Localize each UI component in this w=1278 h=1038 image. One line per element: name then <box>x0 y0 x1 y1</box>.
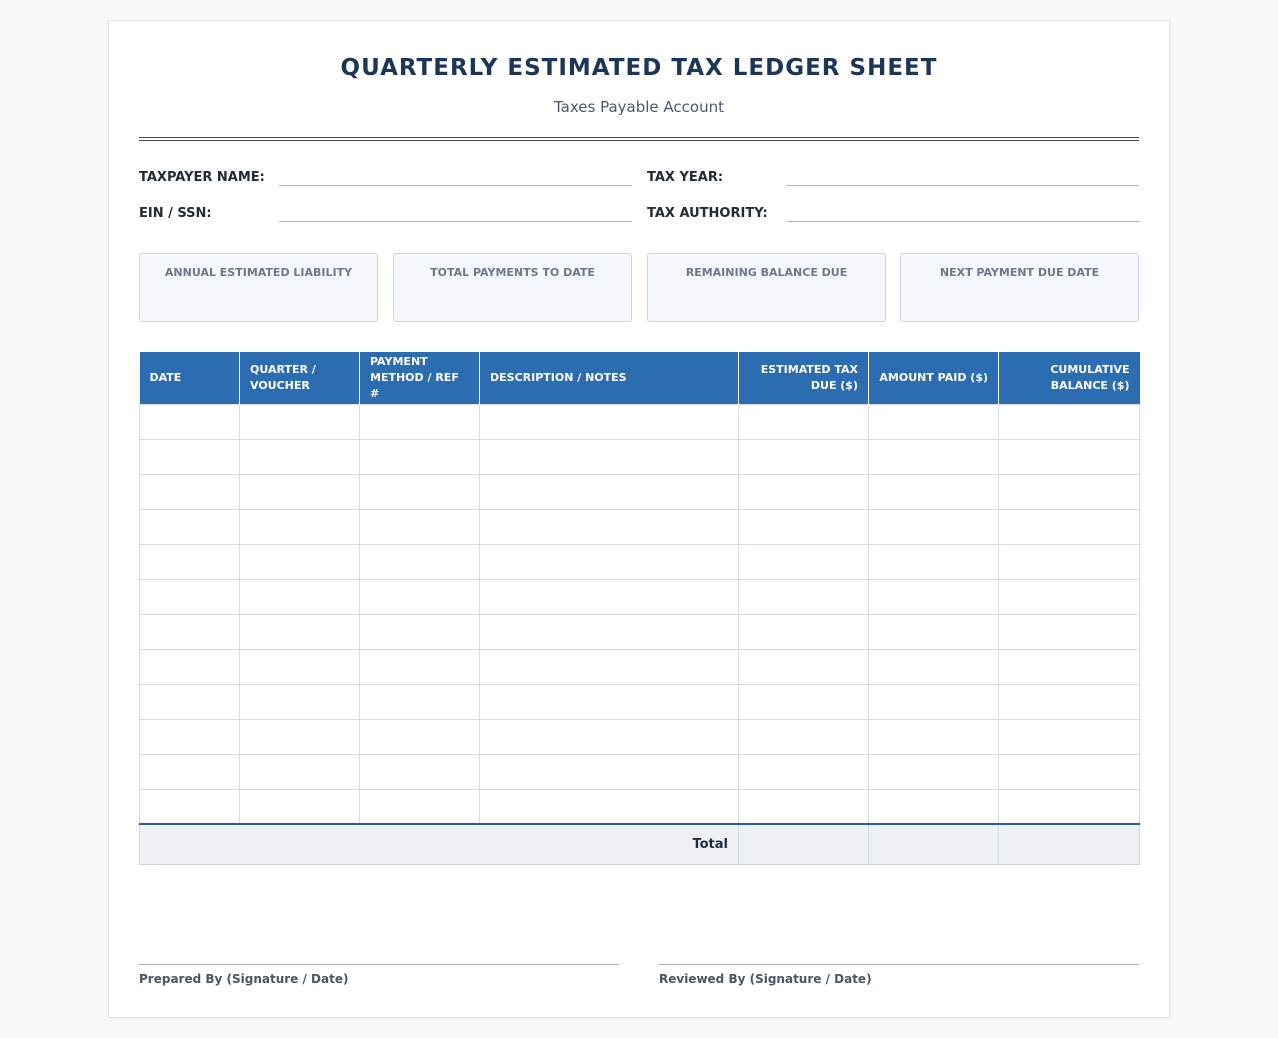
table-row <box>140 649 1140 684</box>
cell-quarter-voucher[interactable] <box>240 404 360 439</box>
cell-description[interactable] <box>480 439 739 474</box>
prepared-by-label: Prepared By (Signature / Date) <box>139 972 349 986</box>
summary-card-annual-liability[interactable] <box>139 253 378 322</box>
table-row <box>140 719 1140 754</box>
summary-card-label: NEXT PAYMENT DUE DATE <box>939 266 1100 279</box>
cell-estimated-tax-due[interactable] <box>739 509 869 544</box>
cell-quarter-voucher[interactable] <box>240 614 360 649</box>
taxpayer-name-field[interactable] <box>279 185 632 186</box>
cell-payment-method[interactable] <box>360 439 480 474</box>
ein-ssn-label: EIN / SSN: <box>139 206 212 221</box>
cell-date[interactable] <box>140 614 240 649</box>
total-amount-paid-cell[interactable] <box>869 824 999 864</box>
cell-quarter-voucher[interactable] <box>240 544 360 579</box>
cell-estimated-tax-due[interactable] <box>739 614 869 649</box>
cell-quarter-voucher[interactable] <box>240 509 360 544</box>
cell-description[interactable] <box>480 404 739 439</box>
cell-description[interactable] <box>480 544 739 579</box>
cell-cumulative-balance[interactable] <box>999 474 1140 509</box>
tax-year-label: TAX YEAR: <box>647 170 724 185</box>
column-header-payment-method: PAYMENT METHOD / REF # <box>360 352 480 404</box>
cell-description[interactable] <box>480 579 739 614</box>
cell-cumulative-balance[interactable] <box>999 719 1140 754</box>
cell-amount-paid[interactable] <box>869 439 999 474</box>
table-row <box>140 754 1140 789</box>
table-row <box>140 544 1140 579</box>
cell-amount-paid[interactable] <box>869 789 999 824</box>
cell-estimated-tax-due[interactable] <box>739 719 869 754</box>
cell-description[interactable] <box>480 754 739 789</box>
cell-quarter-voucher[interactable] <box>240 649 360 684</box>
cell-description[interactable] <box>480 684 739 719</box>
column-header-date: DATE <box>140 352 240 404</box>
table-row <box>140 684 1140 719</box>
column-header-description: DESCRIPTION / NOTES <box>480 352 739 404</box>
cell-cumulative-balance[interactable] <box>999 544 1140 579</box>
cell-date[interactable] <box>140 684 240 719</box>
cell-description[interactable] <box>480 789 739 824</box>
cell-quarter-voucher[interactable] <box>240 754 360 789</box>
ledger-body <box>140 404 1140 864</box>
title-divider <box>139 137 1139 141</box>
cell-payment-method[interactable] <box>360 474 480 509</box>
tax-authority-field[interactable] <box>787 221 1139 222</box>
cell-payment-method[interactable] <box>360 719 480 754</box>
cell-date[interactable] <box>140 404 240 439</box>
ein-ssn-field[interactable] <box>279 221 632 222</box>
tax-authority-label: TAX AUTHORITY: <box>647 206 768 221</box>
table-row <box>140 474 1140 509</box>
cell-payment-method[interactable] <box>360 544 480 579</box>
column-header-quarter-voucher: QUARTER / VOUCHER <box>240 352 360 404</box>
cell-estimated-tax-due[interactable] <box>739 544 869 579</box>
cell-quarter-voucher[interactable] <box>240 579 360 614</box>
summary-card-remaining-balance[interactable] <box>647 253 886 322</box>
cell-quarter-voucher[interactable] <box>240 474 360 509</box>
reviewed-by-label: Reviewed By (Signature / Date) <box>659 972 872 986</box>
cell-cumulative-balance[interactable] <box>999 614 1140 649</box>
cell-cumulative-balance[interactable] <box>999 579 1140 614</box>
cell-date[interactable] <box>140 649 240 684</box>
cell-estimated-tax-due[interactable] <box>739 789 869 824</box>
document-title: QUARTERLY ESTIMATED TAX LEDGER SHEET <box>340 55 938 81</box>
summary-card-total-payments[interactable] <box>393 253 632 322</box>
document-subtitle: Taxes Payable Account <box>554 98 724 116</box>
cell-estimated-tax-due[interactable] <box>739 439 869 474</box>
cell-cumulative-balance[interactable] <box>999 789 1140 824</box>
column-header-amount-paid: AMOUNT PAID ($) <box>869 352 999 404</box>
cell-quarter-voucher[interactable] <box>240 719 360 754</box>
column-header-cumulative-balance: CUMULATIVE BALANCE ($) <box>999 352 1140 404</box>
cell-date[interactable] <box>140 789 240 824</box>
ledger-table <box>139 352 1140 865</box>
summary-card-label: ANNUAL ESTIMATED LIABILITY <box>164 266 353 279</box>
tax-year-field[interactable] <box>787 185 1139 186</box>
reviewed-by-signature-line[interactable] <box>659 964 1139 965</box>
cell-amount-paid[interactable] <box>869 719 999 754</box>
cell-amount-paid[interactable] <box>869 474 999 509</box>
cell-date[interactable] <box>140 579 240 614</box>
cell-payment-method[interactable] <box>360 614 480 649</box>
cell-date[interactable] <box>140 719 240 754</box>
total-cumulative-balance-cell[interactable] <box>999 824 1140 864</box>
cell-cumulative-balance[interactable] <box>999 404 1140 439</box>
ledger-sheet <box>108 20 1170 1018</box>
cell-payment-method[interactable] <box>360 754 480 789</box>
cell-amount-paid[interactable] <box>869 509 999 544</box>
cell-amount-paid[interactable] <box>869 649 999 684</box>
table-row <box>140 439 1140 474</box>
cell-description[interactable] <box>480 509 739 544</box>
summary-card-label: TOTAL PAYMENTS TO DATE <box>430 266 595 279</box>
cell-description[interactable] <box>480 649 739 684</box>
cell-estimated-tax-due[interactable] <box>739 684 869 719</box>
cell-cumulative-balance[interactable] <box>999 509 1140 544</box>
cell-cumulative-balance[interactable] <box>999 754 1140 789</box>
summary-card-next-due-date[interactable] <box>900 253 1139 322</box>
cell-cumulative-balance[interactable] <box>999 684 1140 719</box>
cell-amount-paid[interactable] <box>869 404 999 439</box>
cell-amount-paid[interactable] <box>869 544 999 579</box>
cell-estimated-tax-due[interactable] <box>739 474 869 509</box>
summary-card-label: REMAINING BALANCE DUE <box>685 266 848 279</box>
cell-description[interactable] <box>480 719 739 754</box>
cell-estimated-tax-due[interactable] <box>739 649 869 684</box>
table-row <box>140 404 1140 439</box>
total-estimated-tax-due-cell[interactable] <box>739 824 869 864</box>
cell-date[interactable] <box>140 439 240 474</box>
cell-date[interactable] <box>140 509 240 544</box>
cell-amount-paid[interactable] <box>869 579 999 614</box>
cell-date[interactable] <box>140 754 240 789</box>
cell-payment-method[interactable] <box>360 404 480 439</box>
table-header-row <box>140 352 1140 404</box>
table-row <box>140 509 1140 544</box>
table-row <box>140 789 1140 824</box>
prepared-by-signature-line[interactable] <box>139 964 619 965</box>
cell-quarter-voucher[interactable] <box>240 684 360 719</box>
cell-amount-paid[interactable] <box>869 684 999 719</box>
column-header-estimated-tax-due: ESTIMATED TAX DUE ($) <box>739 352 869 404</box>
cell-payment-method[interactable] <box>360 509 480 544</box>
cell-quarter-voucher[interactable] <box>240 439 360 474</box>
cell-payment-method[interactable] <box>360 579 480 614</box>
table-row <box>140 579 1140 614</box>
cell-date[interactable] <box>140 474 240 509</box>
taxpayer-name-label: TAXPAYER NAME: <box>139 170 265 185</box>
cell-cumulative-balance[interactable] <box>999 439 1140 474</box>
total-label: Total <box>140 824 739 864</box>
cell-description[interactable] <box>480 474 739 509</box>
cell-cumulative-balance[interactable] <box>999 649 1140 684</box>
cell-payment-method[interactable] <box>360 684 480 719</box>
cell-payment-method[interactable] <box>360 649 480 684</box>
cell-amount-paid[interactable] <box>869 614 999 649</box>
cell-date[interactable] <box>140 544 240 579</box>
cell-estimated-tax-due[interactable] <box>739 579 869 614</box>
cell-estimated-tax-due[interactable] <box>739 754 869 789</box>
cell-quarter-voucher[interactable] <box>240 789 360 824</box>
cell-description[interactable] <box>480 614 739 649</box>
table-row <box>140 614 1140 649</box>
cell-amount-paid[interactable] <box>869 754 999 789</box>
cell-estimated-tax-due[interactable] <box>739 404 869 439</box>
cell-payment-method[interactable] <box>360 789 480 824</box>
total-row <box>140 824 1140 864</box>
